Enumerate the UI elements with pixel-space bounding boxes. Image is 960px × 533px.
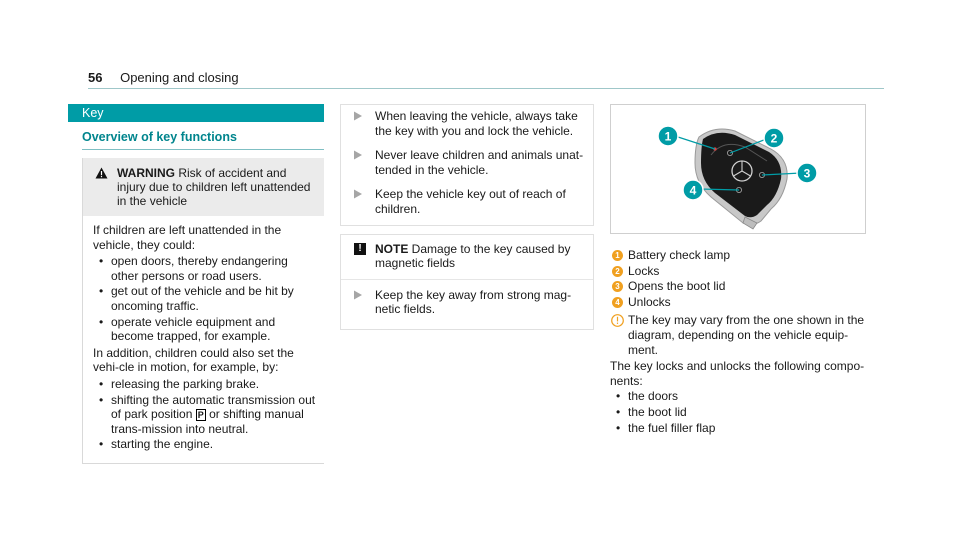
action-item — [341, 105, 593, 146]
action-arrow-icon — [353, 150, 363, 160]
note-exclamation-icon: ! — [354, 243, 366, 255]
section-bar: Key — [68, 104, 324, 122]
info-note — [610, 313, 866, 357]
action-text: Never leave children and animals unat-tended in the vehicle. — [375, 148, 584, 177]
subtitle-divider — [82, 149, 324, 150]
left-column — [68, 104, 324, 464]
list-item: • starting the engine. — [93, 437, 318, 452]
page-number: 56 — [88, 70, 103, 85]
action-arrow-icon — [353, 290, 363, 300]
warning-heading-text: Risk of accident and injury due to children left unattended in the vehicle — [117, 166, 311, 208]
legend-text: Opens the boot lid — [628, 279, 726, 294]
svg-text:3: 3 — [803, 166, 811, 181]
legend-number: 3 — [612, 281, 623, 292]
legend-item — [610, 279, 866, 294]
action-text: Keep the key away from strong mag-netic fields. — [375, 287, 572, 317]
list-item-text: shifting the automatic transmission out of park position — [111, 392, 316, 422]
svg-text:1: 1 — [664, 129, 672, 144]
callout-marker — [658, 126, 678, 146]
callout-marker — [683, 180, 703, 200]
legend-item — [610, 248, 866, 263]
action-item — [341, 185, 593, 224]
svg-text:4: 4 — [689, 183, 697, 198]
info-icon — [611, 314, 624, 327]
list-item: • the doors — [610, 389, 866, 404]
legend-text: Battery check lamp — [628, 248, 731, 262]
list-item: • open doors, thereby endangering other persons or road users. — [93, 254, 318, 283]
page-section-title: Opening and closing — [120, 70, 239, 85]
note-heading-text: Damage to the key caused by magnetic fields — [375, 241, 571, 271]
list-item-text: or shifting manual trans-mission into neutral. — [111, 407, 304, 436]
legend-item — [610, 295, 866, 310]
warning-paragraph: In addition, children could also set the vehi-cle in motion, for example, by: — [93, 345, 294, 375]
list-item: • the fuel filler flap — [610, 421, 866, 436]
section-subtitle: Overview of key functions — [82, 130, 237, 144]
info-text: The key may vary from the one shown in the diagram, depending on the vehicle equip-ment. — [628, 313, 865, 357]
svg-text:2: 2 — [770, 131, 778, 146]
callout-marker — [764, 128, 784, 148]
figure-legend — [610, 248, 866, 435]
warning-body — [83, 216, 324, 463]
action-text: Keep the vehicle key out of reach of children. — [375, 187, 566, 216]
warning-icon — [95, 167, 108, 179]
warning-header — [83, 158, 324, 216]
callout-marker — [797, 163, 817, 183]
action-item — [341, 146, 593, 185]
note-header — [341, 235, 593, 280]
legend-number: 1 — [612, 250, 623, 261]
page-header — [88, 70, 239, 85]
list-item: • releasing the parking brake. — [93, 377, 318, 392]
action-text: When leaving the vehicle, always take the key with you and lock the vehicle. — [375, 109, 578, 138]
note-box — [340, 234, 594, 330]
warning-box — [82, 158, 324, 464]
note-label: NOTE — [375, 241, 409, 256]
legend-text: Locks — [628, 263, 660, 278]
action-list — [340, 104, 594, 226]
list-item: • operate vehicle equipment and become trapped, for example. — [93, 315, 318, 344]
vehicle-key-illustration — [611, 105, 865, 233]
park-position-symbol: P — [197, 410, 204, 421]
action-arrow-icon — [353, 189, 363, 199]
list-item — [93, 393, 318, 437]
list-item: • get out of the vehicle and be hit by oncoming traffic. — [93, 284, 318, 313]
legend-number: 4 — [612, 297, 623, 308]
warning-label: WARNING — [117, 166, 175, 180]
right-column — [610, 104, 866, 436]
note-action — [341, 280, 593, 329]
action-arrow-icon — [353, 111, 363, 121]
locks-intro: The key locks and unlocks the following compo-nents: — [610, 359, 865, 388]
warning-intro: If children are left unattended in the vehicle, they could: — [93, 223, 282, 252]
middle-column — [340, 104, 594, 330]
legend-text: Unlocks — [628, 294, 671, 309]
list-item: • the boot lid — [610, 405, 866, 420]
header-divider — [88, 88, 884, 89]
legend-number: 2 — [612, 266, 623, 277]
key-figure — [610, 104, 866, 234]
legend-item — [610, 264, 866, 279]
